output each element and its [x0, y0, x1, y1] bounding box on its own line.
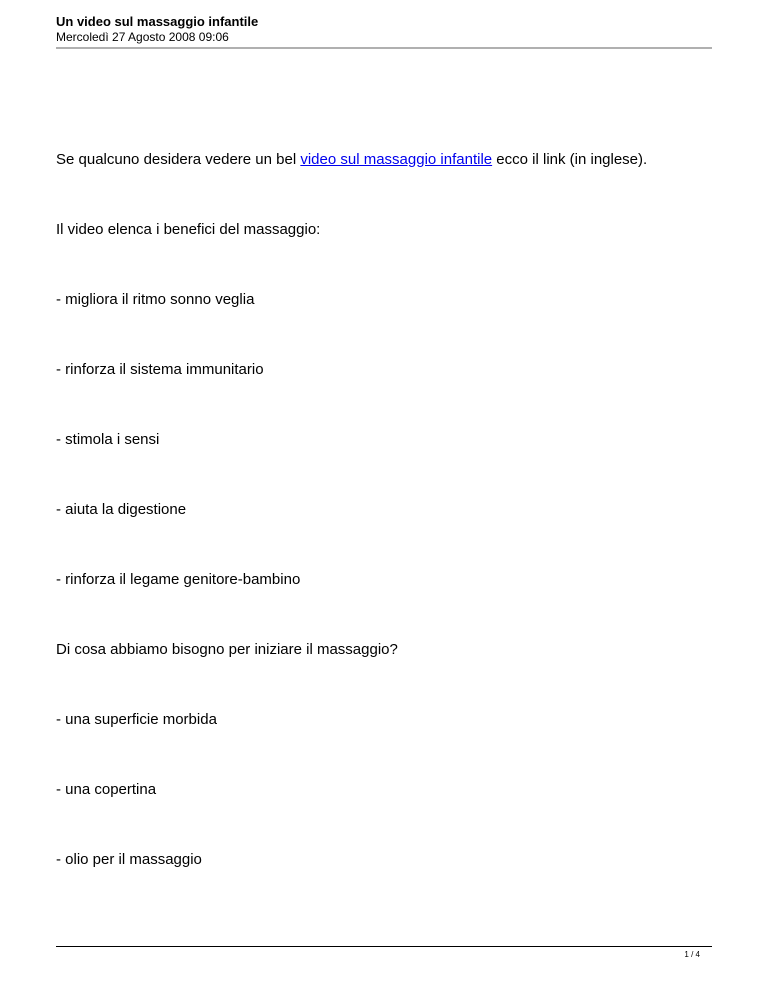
list-item: - migliora il ritmo sonno veglia: [56, 291, 255, 308]
intro-text-after: ecco il link (in inglese).: [496, 151, 648, 168]
page-number: 1 / 4: [684, 950, 700, 959]
list-item: - una superficie morbida: [56, 711, 217, 728]
list-item: - una copertina: [56, 781, 157, 798]
list-item: - rinforza il legame genitore-bambino: [56, 571, 301, 588]
list-item: - olio per il massaggio: [56, 851, 202, 868]
benefits-heading: Il video elenca i benefici del massaggio:: [56, 221, 321, 238]
needs-heading: Di cosa abbiamo bisogno per iniziare il massaggio?: [56, 641, 398, 658]
intro-paragraph: [56, 151, 647, 169]
article-date: Mercoledì 27 Agosto 2008 09:06: [56, 30, 229, 44]
page-header: [56, 14, 712, 45]
list-item: - aiuta la digestione: [56, 501, 187, 518]
video-link[interactable]: video sul massaggio infantile: [300, 151, 493, 168]
intro-text-before: Se qualcuno desidera vedere un bel: [56, 151, 301, 168]
list-item: - rinforza il sistema immunitario: [56, 361, 264, 378]
article-title: Un video sul massaggio infantile: [56, 14, 259, 29]
footer-divider: [56, 946, 712, 947]
header-divider: [56, 47, 712, 49]
list-item: - stimola i sensi: [56, 431, 160, 448]
